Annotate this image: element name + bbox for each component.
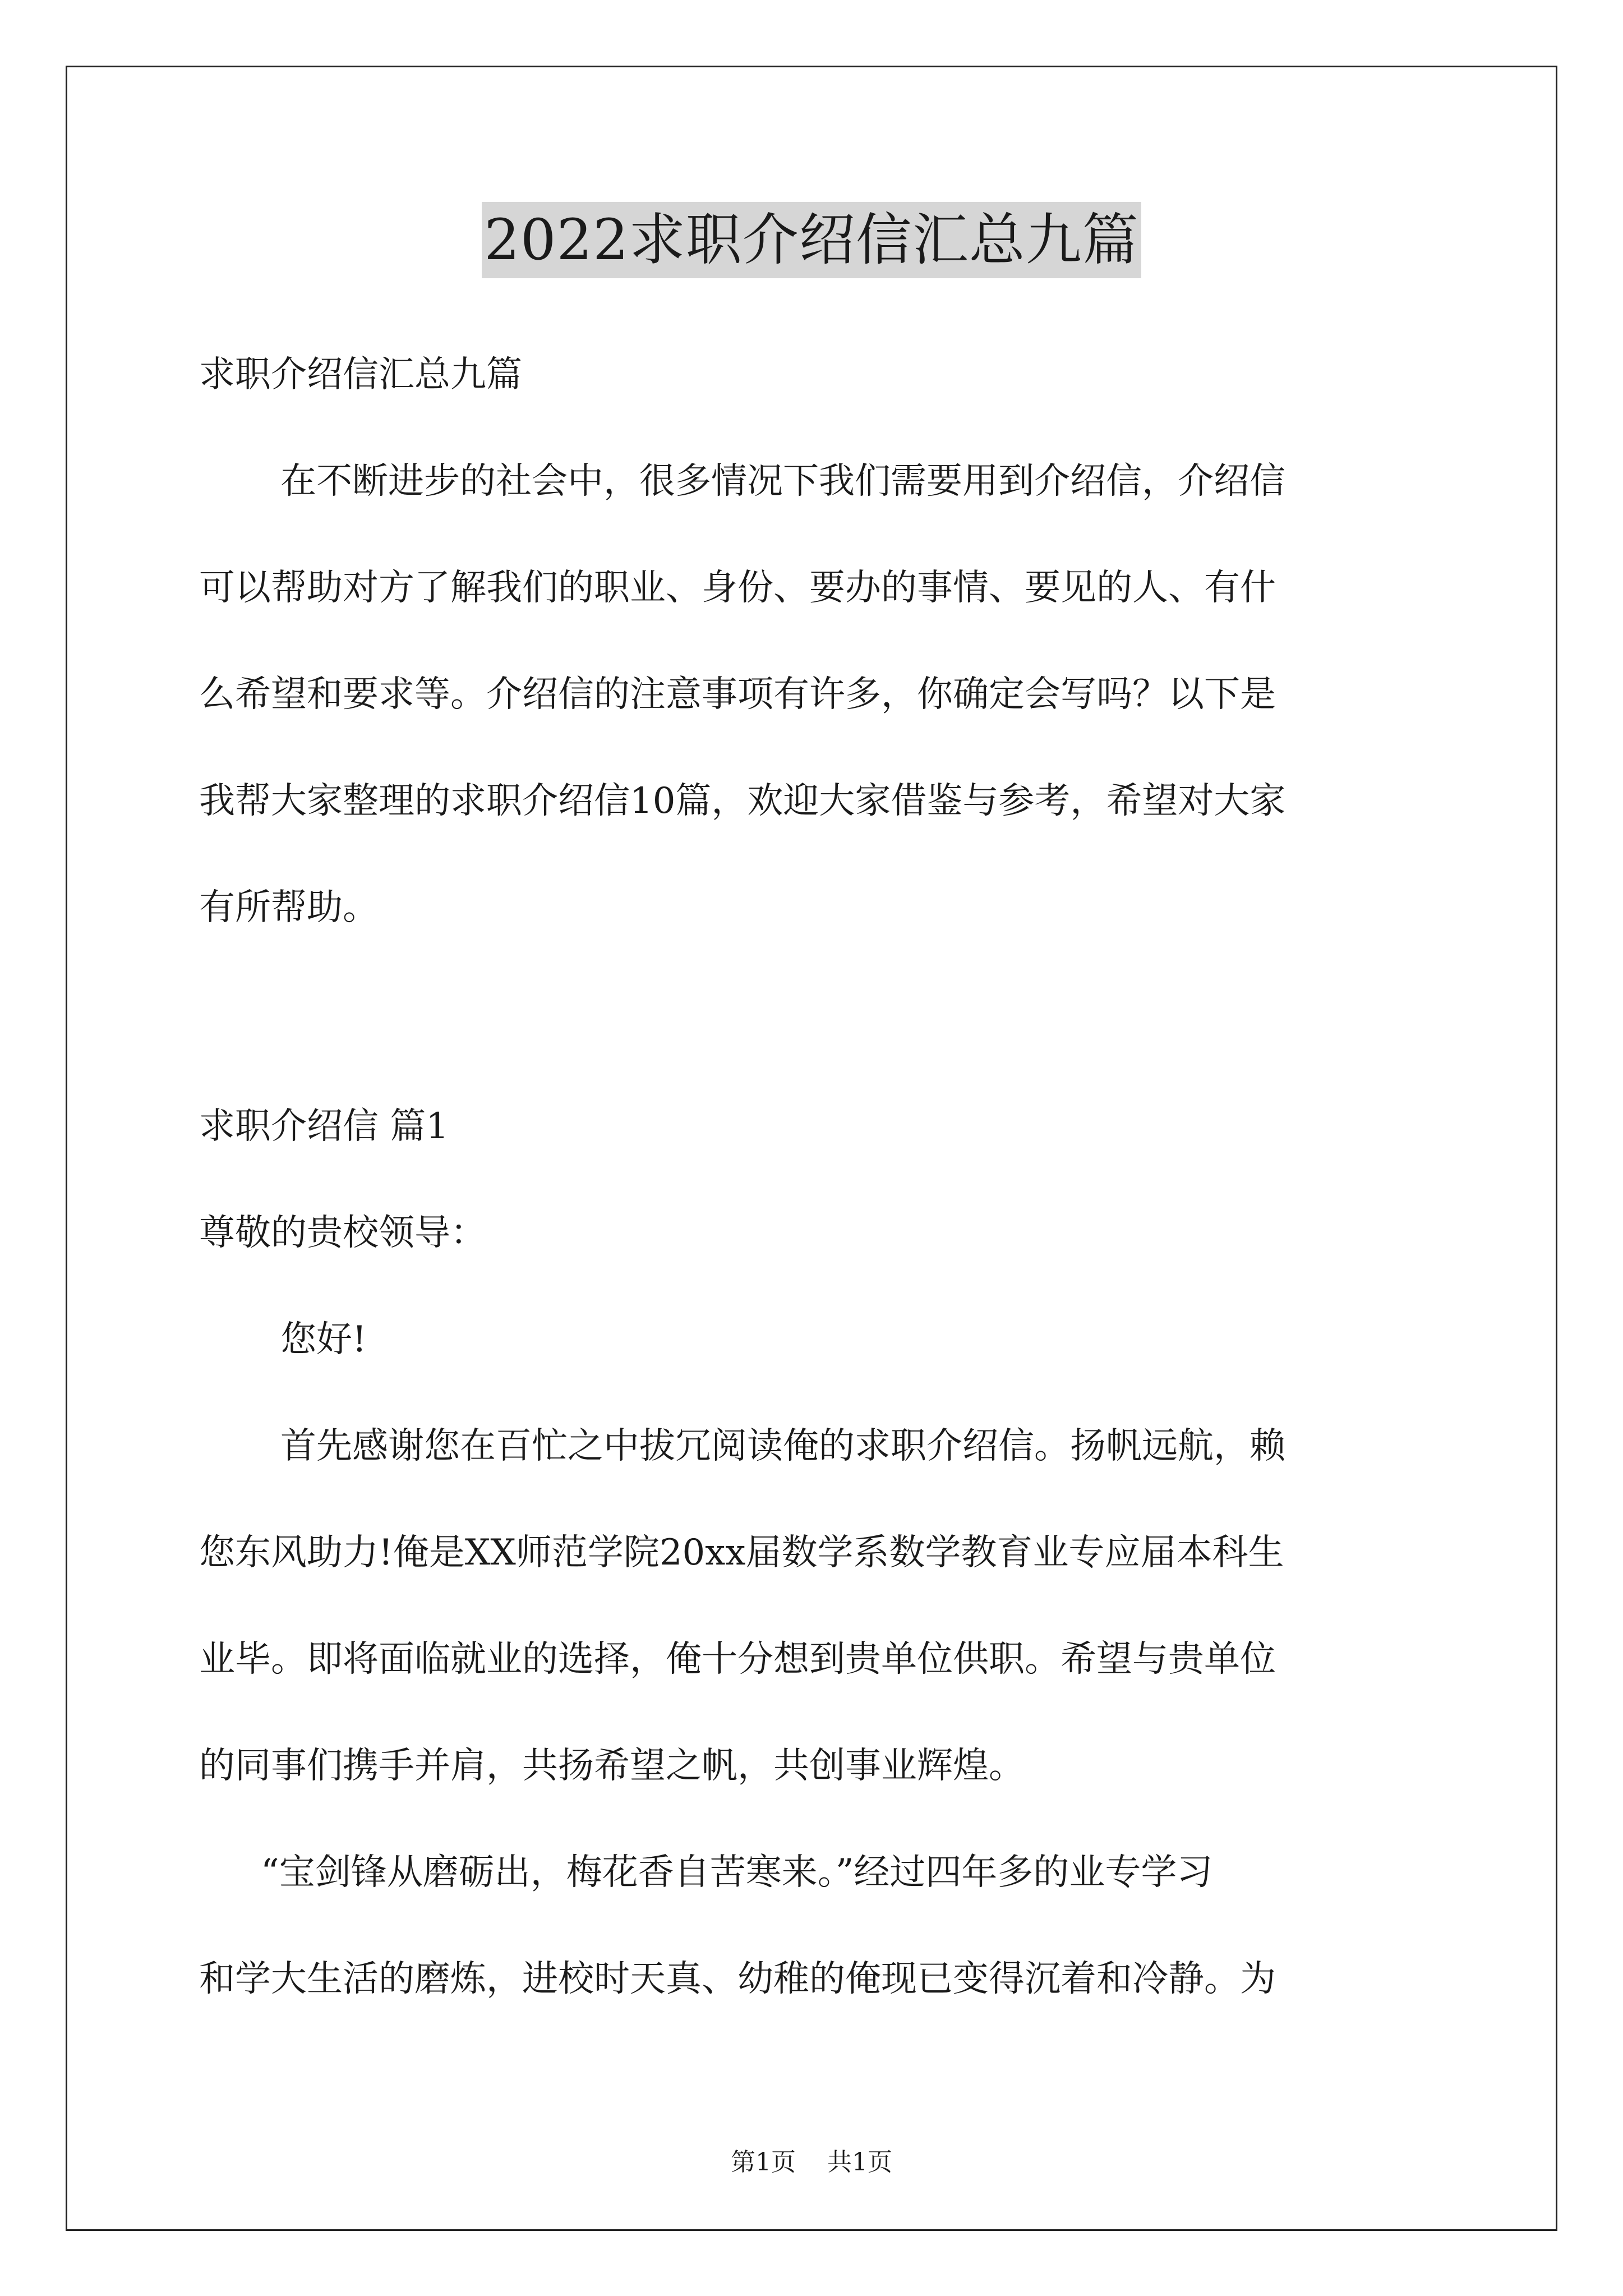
page-footer — [0, 2146, 1623, 2179]
body-line-1: 首先感谢您在百忙之中拔冗阅读俺的求职介绍信。扬帆远航，赖 — [280, 1425, 1285, 1467]
section-heading: 求职介绍信 篇1 — [199, 1106, 449, 1147]
body-line-3: 业毕。即将面临就业的选择，俺十分想到贵单位供职。希望与贵单位 — [199, 1639, 1276, 1680]
page-number: 第1页 — [731, 2148, 796, 2177]
body-line-6: 和学大生活的磨炼，进校时天真、幼稚的俺现已变得沉着和冷静。为 — [199, 1958, 1276, 2000]
intro-line-4: 我帮大家整理的求职介绍信10篇，欢迎大家借鉴与参考，希望对大家 — [199, 780, 1286, 822]
document-title: 2022求职介绍信汇总九篇 — [482, 202, 1141, 278]
body-line-4: 的同事们携手并肩，共扬希望之帆，共创事业辉煌。 — [199, 1745, 1025, 1787]
body-line-5: “宝剑锋从磨砺出，梅花香自苦寒来。”经过四年多的业专学习 — [261, 1852, 1213, 1893]
page-total: 共1页 — [827, 2148, 892, 2177]
title-container — [0, 202, 1623, 278]
intro-line-3: 么希望和要求等。介绍信的注意事项有许多，你确定会写吗？以下是 — [199, 674, 1276, 715]
intro-line-5: 有所帮助。 — [199, 887, 379, 928]
intro-line-2: 可以帮助对方了解我们的职业、身份、要办的事情、要见的人、有什 — [199, 567, 1276, 609]
document-subtitle: 求职介绍信汇总九篇 — [199, 354, 522, 395]
intro-line-1: 在不断进步的社会中，很多情况下我们需要用到介绍信，介绍信 — [280, 461, 1285, 502]
body-line-2: 您东风助力!俺是XX师范学院20xx届数学系数学教育业专应届本科生 — [199, 1532, 1284, 1573]
greeting: 您好! — [280, 1319, 367, 1360]
salutation: 尊敬的贵校领导： — [199, 1212, 486, 1254]
